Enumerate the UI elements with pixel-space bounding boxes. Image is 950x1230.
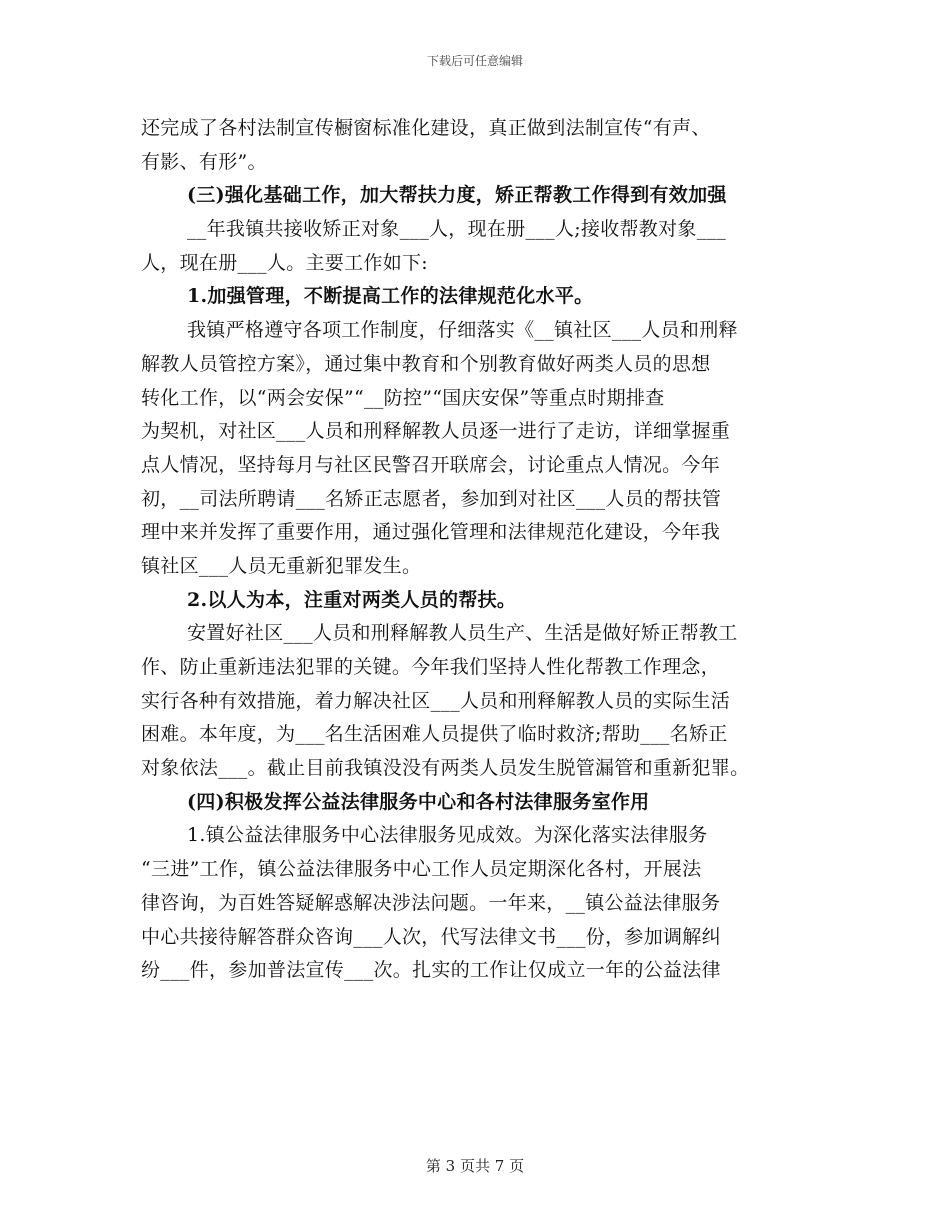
paragraph-line: 安置好社区___人员和刑释解教人员生产、生活是做好矫正帮教工 (187, 622, 738, 645)
section-heading-line: 2.以人为本，注重对两类人员的帮扶。 (187, 588, 517, 611)
paragraph-line: 为契机，对社区___人员和刑释解教人员逐一进行了走访，详细掌握重 (141, 420, 731, 443)
paragraph-line: 有影、有形”。 (141, 150, 267, 173)
paragraph-line: 初，__司法所聘请___名矫正志愿者，参加到对社区___人员的帮扶管 (141, 487, 722, 510)
paragraph-line: __年我镇共接收矫正对象___人，现在册___人;接收帮教对象___ (187, 218, 727, 241)
paragraph-line: 镇社区___人员无重新犯罪发生。 (141, 554, 422, 577)
paragraph-line: 纷___件，参加普法宣传___次。扎实的工作让仅成立一年的公益法律 (141, 959, 721, 982)
paragraph-line: 还完成了各村法制宣传橱窗标准化建设，真正做到法制宣传“有声、 (141, 117, 711, 139)
document-body (141, 112, 821, 988)
section-heading-line: 1.加强管理，不断提高工作的法律规范化水平。 (187, 285, 594, 308)
paragraph-line: 人，现在册___人。主要工作如下: (141, 251, 429, 274)
paragraph-line: 理中来并发挥了重要作用，通过强化管理和法律规范化建设，今年我 (141, 521, 721, 544)
page-header: 下载后可任意编辑 (426, 54, 523, 68)
page-footer: 第 3 页共 7 页 (425, 1157, 525, 1175)
paragraph-line: 点人情况，坚持每月与社区民警召开联席会，讨论重点人情况。今年 (141, 453, 721, 476)
paragraph-line: 作、防止重新违法犯罪的关键。今年我们坚持人性化帮教工作理念， (141, 656, 721, 678)
paragraph-line: 律咨询，为百姓答疑解惑解决涉法问题。一年来，__镇公益法律服务 (141, 891, 721, 914)
paragraph-line: “三进”工作，镇公益法律服务中心工作人员定期深化各村，开展法 (141, 858, 702, 881)
section-heading-line: (三)强化基础工作，加大帮扶力度，矫正帮教工作得到有效加强 (187, 184, 727, 207)
section-heading-line: (四)积极发挥公益法律服务中心和各村法律服务室作用 (187, 790, 650, 813)
paragraph-line: 中心共接待解答群众咨询___人次，代写法律文书___份，参加调解纠 (141, 925, 721, 948)
paragraph-line: 实行各种有效措施，着力解决社区___人员和刑释解教人员的实际生活 (141, 689, 731, 712)
paragraph-line: 对象依法___。截止目前我镇没没有两类人员发生脱管漏管和重新犯罪。 (141, 757, 750, 780)
paragraph-line: 1.镇公益法律服务中心法律服务见成效。为深化落实法律服务 (187, 824, 708, 847)
paragraph-line: 困难。本年度，为___名生活困难人员提供了临时救济;帮助___名矫正 (141, 723, 728, 746)
paragraph-line: 转化工作，以“两会安保”“__防控”“国庆安保”等重点时期排查 (141, 386, 665, 409)
paragraph-line: 解教人员管控方案》，通过集中教育和个别教育做好两类人员的思想 (141, 352, 711, 375)
paragraph-line: 我镇严格遵守各项工作制度，仔细落实《__镇社区___人员和刑释 (187, 319, 738, 342)
